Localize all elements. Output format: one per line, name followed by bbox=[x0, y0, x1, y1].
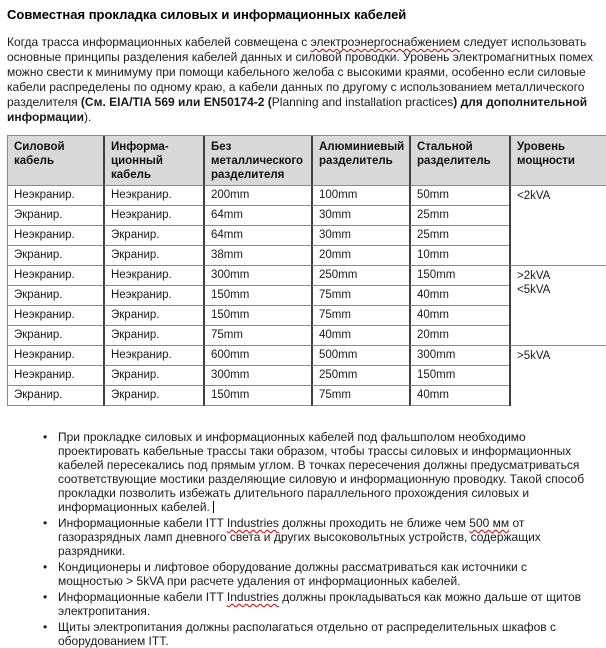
bullet-text bbox=[58, 430, 591, 514]
misspelled-word: Industries bbox=[226, 590, 279, 604]
power-level-cell bbox=[509, 186, 606, 266]
table-cell: 40mm bbox=[311, 326, 409, 346]
bullet-segment: Информационные кабели ITT bbox=[58, 590, 227, 604]
table-cell: 300mm bbox=[203, 366, 311, 386]
table-cell: Экранир. bbox=[103, 226, 203, 246]
header-cell-aluminum-separator: Алюминиевый разделитель bbox=[311, 136, 409, 186]
table-cell: Неэкранир. bbox=[103, 346, 203, 366]
bullet-marker-icon: • bbox=[43, 430, 48, 444]
table-cell: 600mm bbox=[203, 346, 311, 366]
header-cell-power-cable: Силовой кабель bbox=[8, 136, 103, 186]
bullet-text bbox=[58, 590, 591, 618]
intro-segment: ). bbox=[84, 110, 92, 124]
bullet-segment: При прокладке силовых и информационных кабелей под фальшполом необходимо проектировать кабельные трассы таки образом, чтобы трассы силовых и информационных кабелей пересекались под прямым углом. В точках пересечения должны предусматриваться соответствующие мостики разделяющие силовую и информационную проводку. Такой способ прокладки позволить избежать длительного параллельного прохождения силовых и информационных кабелей. bbox=[58, 430, 585, 514]
table-cell: Неэкранир. bbox=[8, 366, 103, 386]
table-row bbox=[8, 346, 606, 366]
bullet-item bbox=[43, 590, 591, 618]
table-cell: 300mm bbox=[203, 266, 311, 286]
table-cell: Экранир. bbox=[8, 286, 103, 306]
bullet-item bbox=[43, 430, 591, 514]
table-cell: 64mm bbox=[203, 226, 311, 246]
bullet-segment: должны прокладываться как можно дальше от щитов электропитания. bbox=[58, 590, 582, 618]
power-level-line: <2kVA bbox=[517, 190, 551, 202]
bullet-text bbox=[58, 620, 591, 648]
table-cell: Экранир. bbox=[8, 206, 103, 226]
header-cell-info-cable: Информа-ционный кабель bbox=[103, 136, 203, 186]
power-level-line: <5kVA bbox=[517, 284, 551, 296]
bullet-marker-icon: • bbox=[43, 560, 48, 574]
header-cell-no-separator: Без металлического разделителя bbox=[203, 136, 311, 186]
table-cell: 75mm bbox=[311, 386, 409, 406]
intro-paragraph bbox=[7, 35, 601, 125]
table-cell: 75mm bbox=[311, 306, 409, 326]
bullet-segment: от газоразрядных ламп дневного света и других высоковольтных устройств, содержащих разрядники. bbox=[58, 516, 541, 558]
table-cell: Экранир. bbox=[103, 386, 203, 406]
power-level-line: >2kVA bbox=[517, 270, 551, 282]
table-cell: 150mm bbox=[409, 366, 509, 386]
table-cell: 150mm bbox=[203, 286, 311, 306]
table-cell: Неэкранир. bbox=[8, 346, 103, 366]
table-cell: Экранир. bbox=[103, 246, 203, 266]
table-cell: 10mm bbox=[409, 246, 509, 266]
power-level-cell bbox=[509, 346, 606, 406]
table-cell: Неэкранир. bbox=[8, 266, 103, 286]
table-cell: 30mm bbox=[311, 206, 409, 226]
page-title: Совместная прокладка силовых и информационных кабелей bbox=[7, 7, 407, 22]
bullet-segment: должны проходить не ближе чем bbox=[278, 516, 470, 530]
table-cell: 64mm bbox=[203, 206, 311, 226]
table-cell: 40mm bbox=[409, 286, 509, 306]
table-cell: 40mm bbox=[409, 386, 509, 406]
table-cell: Экранир. bbox=[103, 366, 203, 386]
bullet-item bbox=[43, 516, 591, 558]
table-cell: Неэкранир. bbox=[103, 286, 203, 306]
table-cell: 500mm bbox=[311, 346, 409, 366]
bullet-text bbox=[58, 560, 591, 588]
bullet-text bbox=[58, 516, 591, 558]
table-cell: 38mm bbox=[203, 246, 311, 266]
table-cell: Неэкранир. bbox=[103, 186, 203, 206]
text-cursor bbox=[213, 501, 214, 513]
table-cell: Экранир. bbox=[8, 326, 103, 346]
misspelled-word: электроэнергоснабжением bbox=[310, 35, 461, 49]
table-cell: 150mm bbox=[203, 306, 311, 326]
table-cell: 20mm bbox=[409, 326, 509, 346]
intro-segment: Когда трасса информационных кабелей совмещена с bbox=[7, 35, 311, 49]
table-cell: 25mm bbox=[409, 206, 509, 226]
table-cell: Неэкранир. bbox=[8, 306, 103, 326]
header-cell-steel-separator: Стальной разделитель bbox=[409, 136, 509, 186]
table-cell: 150mm bbox=[203, 386, 311, 406]
power-level-line: >5kVA bbox=[517, 350, 551, 362]
intro-segment-bold: ) для дополнительной информации bbox=[7, 95, 588, 124]
bullet-list bbox=[43, 430, 591, 648]
bullet-item bbox=[43, 620, 591, 648]
table-cell: 75mm bbox=[203, 326, 311, 346]
table-cell: 100mm bbox=[311, 186, 409, 206]
table-row bbox=[8, 186, 606, 206]
misspelled-word: Industries bbox=[226, 516, 279, 530]
bullet-segment: Кондиционеры и лифтовое оборудование должны рассматриваться как источники с мощностью > 5kVA при расчете удаления от информационных кабелей. bbox=[58, 560, 528, 588]
misspelled-word: 500 мм bbox=[469, 516, 510, 530]
table-cell: Экранир. bbox=[103, 306, 203, 326]
table-cell: 150mm bbox=[409, 266, 509, 286]
intro-segment-bold: (См. EIA/TIA 569 или EN50174-2 ( bbox=[80, 95, 272, 109]
header-cell-power-level: Уровень мощности bbox=[509, 136, 606, 186]
table-row bbox=[8, 266, 606, 286]
table-cell: 200mm bbox=[203, 186, 311, 206]
bullet-item bbox=[43, 560, 591, 588]
table-cell: Неэкранир. bbox=[8, 226, 103, 246]
table-cell: 300mm bbox=[409, 346, 509, 366]
table-cell: Неэкранир. bbox=[103, 206, 203, 226]
table-cell: 75mm bbox=[311, 286, 409, 306]
bullet-segment: Информационные кабели ITT bbox=[58, 516, 227, 530]
table-cell: Экранир. bbox=[103, 326, 203, 346]
table-cell: 250mm bbox=[311, 266, 409, 286]
table-cell: 30mm bbox=[311, 226, 409, 246]
table-cell: Неэкранир. bbox=[103, 266, 203, 286]
table-cell: Экранир. bbox=[8, 386, 103, 406]
table-cell: 50mm bbox=[409, 186, 509, 206]
table-cell: 20mm bbox=[311, 246, 409, 266]
bullet-segment: Щиты электропитания должны располагаться отдельно от распределительных шкафов с оборудованием ITT. bbox=[58, 620, 557, 648]
bullet-marker-icon: • bbox=[43, 620, 48, 634]
table-cell: Неэкранир. bbox=[8, 186, 103, 206]
table-cell: 25mm bbox=[409, 226, 509, 246]
table-cell: 250mm bbox=[311, 366, 409, 386]
table-cell: Экранир. bbox=[8, 246, 103, 266]
table-cell: 40mm bbox=[409, 306, 509, 326]
cable-separation-table bbox=[7, 135, 606, 406]
intro-segment: Planning and installation practices bbox=[271, 95, 454, 109]
intro-segment: следует использовать основные принципы разделения кабелей данных и силовой проводки. Уровень электромагнитных помех можно свести к минимуму при помощи кабельного желоба с высокими краями, особенно если силовые кабели распределены по одному краю, а кабели данных по другому с использованием металлического разделителя bbox=[7, 35, 594, 109]
table-header-row bbox=[8, 136, 606, 186]
bullet-marker-icon: • bbox=[43, 516, 48, 530]
power-level-cell bbox=[509, 266, 606, 346]
bullet-marker-icon: • bbox=[43, 590, 48, 604]
